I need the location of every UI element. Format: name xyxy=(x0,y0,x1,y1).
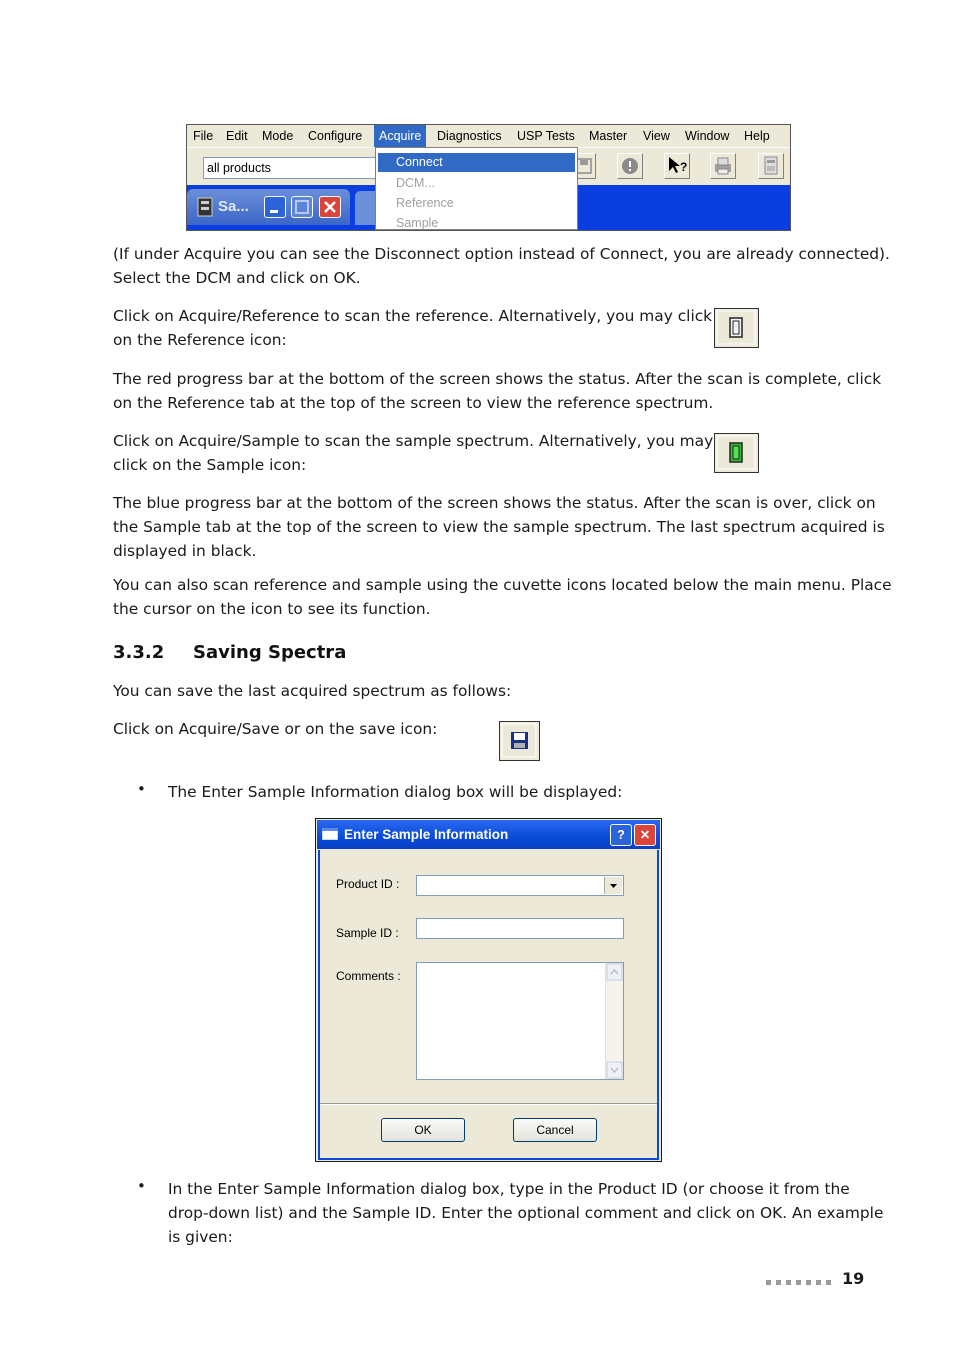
help-icon[interactable]: ? xyxy=(610,824,632,846)
paragraph-line: drop-down list) and the Sample ID. Enter the optional comment and click on OK. An example xyxy=(168,1204,884,1222)
paragraph-line: (If under Acquire you can see the Disconnect option instead of Connect, you are already connected). xyxy=(113,245,890,263)
close-icon[interactable]: ✕ xyxy=(634,824,656,846)
page-number: 19 xyxy=(842,1269,865,1288)
acquire-menu-screenshot xyxy=(186,124,791,231)
page-dots-decoration xyxy=(766,1273,836,1291)
save-icon xyxy=(499,721,540,761)
dialog-body xyxy=(318,850,659,1160)
window-icon xyxy=(322,828,338,843)
svg-text:?: ? xyxy=(680,160,688,174)
menu-item-sample[interactable]: Sample xyxy=(396,216,439,230)
help-pointer-icon[interactable] xyxy=(664,153,690,179)
dialog-titlebar[interactable] xyxy=(317,820,660,849)
reference-instructions xyxy=(113,304,712,352)
menu-file[interactable]: File xyxy=(193,129,214,143)
paragraph-line: is given: xyxy=(168,1228,233,1246)
paragraph-line: the Sample tab at the top of the screen to view the sample spectrum. The last spectrum acquired is xyxy=(113,518,885,536)
sample-cuvette-icon xyxy=(714,433,759,473)
cuvette-icons-paragraph xyxy=(113,573,892,621)
menu-item-dcm[interactable]: DCM... xyxy=(396,176,435,190)
menu-window[interactable]: Window xyxy=(685,129,730,143)
menu-mode[interactable]: Mode xyxy=(262,129,294,143)
print-icon[interactable] xyxy=(710,153,736,179)
save-instructions: Click on Acquire/Save or on the save icon: xyxy=(113,720,438,738)
comments-textarea[interactable] xyxy=(416,962,624,1080)
paragraph-line: Click on Acquire/Reference to scan the reference. Alternatively, you may click xyxy=(113,307,713,325)
paragraph-line: click on the Sample icon: xyxy=(113,456,307,474)
reference-cuvette-icon xyxy=(714,308,759,348)
product-id-label: Product ID : xyxy=(336,877,400,891)
reference-status-paragraph xyxy=(113,367,881,415)
paragraph-line: Select the DCM and click on OK. xyxy=(113,269,361,287)
menu-master[interactable]: Master xyxy=(589,129,628,143)
enter-sample-information-dialog xyxy=(315,818,662,1162)
spectrum-window-icon xyxy=(196,197,214,220)
connect-note xyxy=(113,242,890,290)
dialog-divider xyxy=(320,1103,657,1105)
cancel-button[interactable]: Cancel xyxy=(513,1118,597,1142)
sample-id-label: Sample ID : xyxy=(336,926,399,940)
sample-instructions xyxy=(113,429,713,477)
section-heading xyxy=(113,642,346,663)
child-window-titlebar[interactable] xyxy=(187,189,350,225)
comments-label: Comments : xyxy=(336,969,401,983)
product-filter-combo[interactable]: all products xyxy=(203,157,378,179)
ok-button[interactable]: OK xyxy=(381,1118,465,1142)
section-title: Saving Spectra xyxy=(193,642,347,663)
sample-id-field[interactable] xyxy=(416,918,624,939)
section-number: 3.3.2 xyxy=(113,642,165,663)
menu-configure[interactable]: Configure xyxy=(308,129,363,143)
menu-usp-tests[interactable]: USP Tests xyxy=(517,129,575,143)
minimize-icon[interactable] xyxy=(264,196,286,218)
paragraph-line: on the Reference tab at the top of the screen to view the reference spectrum. xyxy=(113,394,714,412)
paragraph-line: You can also scan reference and sample using the cuvette icons located below the main menu. Place xyxy=(113,576,892,594)
product-id-combo[interactable] xyxy=(416,875,624,896)
chevron-down-icon[interactable] xyxy=(604,877,622,894)
dialog-title: Enter Sample Information xyxy=(344,827,509,842)
acquire-dropdown-menu xyxy=(375,147,578,230)
report-icon[interactable] xyxy=(758,153,784,179)
menu-help[interactable]: Help xyxy=(744,129,770,143)
paragraph-line: Click on Acquire/Sample to scan the sample spectrum. Alternatively, you may xyxy=(113,432,714,450)
bullet-dialog-shown: The Enter Sample Information dialog box will be displayed: xyxy=(168,783,623,801)
child-window-title: Sa... xyxy=(218,198,249,215)
menu-item-connect[interactable]: Connect xyxy=(378,153,575,172)
maximize-icon[interactable] xyxy=(291,196,313,218)
paragraph-line: on the Reference icon: xyxy=(113,331,287,349)
save-intro-paragraph: You can save the last acquired spectrum as follows: xyxy=(113,682,512,700)
menu-bar xyxy=(187,125,790,148)
bullet-marker: • xyxy=(137,1177,146,1195)
menu-edit[interactable]: Edit xyxy=(226,129,248,143)
sample-status-paragraph xyxy=(113,491,885,563)
paragraph-line: the cursor on the icon to see its function. xyxy=(113,600,431,618)
bullet-marker: • xyxy=(137,780,146,798)
menu-diagnostics[interactable]: Diagnostics xyxy=(437,129,502,143)
paragraph-line: displayed in black. xyxy=(113,542,257,560)
paragraph-line: The blue progress bar at the bottom of the screen shows the status. After the scan is over, click on xyxy=(113,494,876,512)
stop-icon[interactable] xyxy=(617,153,643,179)
paragraph-line: In the Enter Sample Information dialog box, type in the Product ID (or choose it from the xyxy=(168,1180,850,1198)
menu-view[interactable]: View xyxy=(643,129,670,143)
menu-item-reference[interactable]: Reference xyxy=(396,196,454,210)
menu-acquire[interactable]: Acquire xyxy=(374,125,426,147)
comments-scrollbar[interactable] xyxy=(605,963,623,1079)
bullet-enter-info xyxy=(168,1177,883,1249)
second-child-window-edge[interactable] xyxy=(355,191,375,225)
close-icon[interactable] xyxy=(319,196,341,218)
paragraph-line: The red progress bar at the bottom of the screen shows the status. After the scan is complete, click xyxy=(113,370,882,388)
